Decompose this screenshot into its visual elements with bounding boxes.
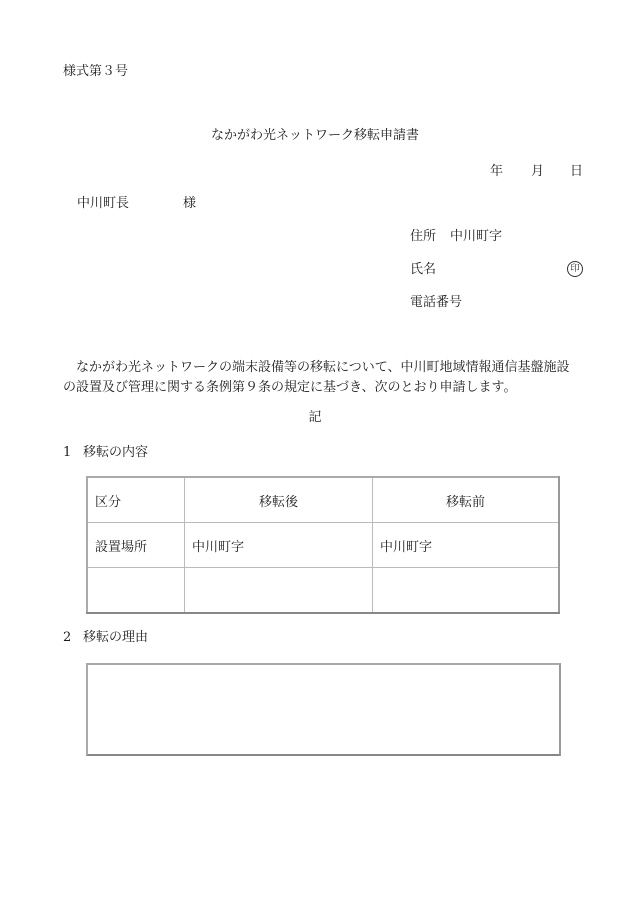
section-2-number: 2 — [63, 630, 72, 645]
table-cell-before[interactable] — [373, 568, 560, 614]
table-cell-before[interactable]: 中川町字 — [373, 523, 560, 568]
table-row — [87, 568, 559, 614]
form-number: 様式第３号 — [63, 64, 129, 79]
address-value: 中川町字 — [450, 229, 503, 244]
table-cell-after[interactable] — [185, 568, 373, 614]
phone-label: 電話番号 — [410, 295, 463, 310]
addressee-name: 中川町長 — [77, 196, 130, 211]
table-header-after: 移転後 — [185, 477, 373, 523]
reason-box[interactable] — [86, 663, 561, 756]
address-label: 住所 — [410, 229, 437, 244]
statement-line-2: の設置及び管理に関する条例第９条の規定に基づき、次のとおり申請します。 — [63, 380, 517, 395]
section-1-number: 1 — [63, 445, 72, 460]
application-statement — [63, 358, 586, 398]
table-row — [87, 523, 559, 568]
table-header-before: 移転前 — [373, 477, 560, 523]
table-cell-after[interactable]: 中川町字 — [185, 523, 373, 568]
seal-mark: 印 — [567, 261, 583, 277]
date-day-label: 日 — [570, 164, 584, 179]
table-header-row — [87, 477, 559, 523]
table-cell-category: 設置場所 — [87, 523, 185, 568]
section-1-title: 移転の内容 — [83, 445, 149, 460]
name-label: 氏名 — [410, 262, 437, 277]
addressee-honorific: 様 — [183, 196, 197, 211]
section-1-heading — [63, 445, 148, 461]
date-month-label: 月 — [531, 164, 545, 179]
section-2-title: 移転の理由 — [83, 630, 149, 645]
statement-line-1: なかがわ光ネットワークの端末設備等の移転について、中川町地域情報通信基盤施設 — [76, 360, 570, 375]
table-header-category: 区分 — [87, 477, 185, 523]
relocation-table — [86, 476, 560, 614]
date-year-label: 年 — [490, 164, 504, 179]
ki-heading: 記 — [308, 410, 322, 425]
section-2-heading — [63, 630, 148, 646]
table-cell-category[interactable] — [87, 568, 185, 614]
document-title: なかがわ光ネットワーク移転申請書 — [210, 128, 419, 143]
